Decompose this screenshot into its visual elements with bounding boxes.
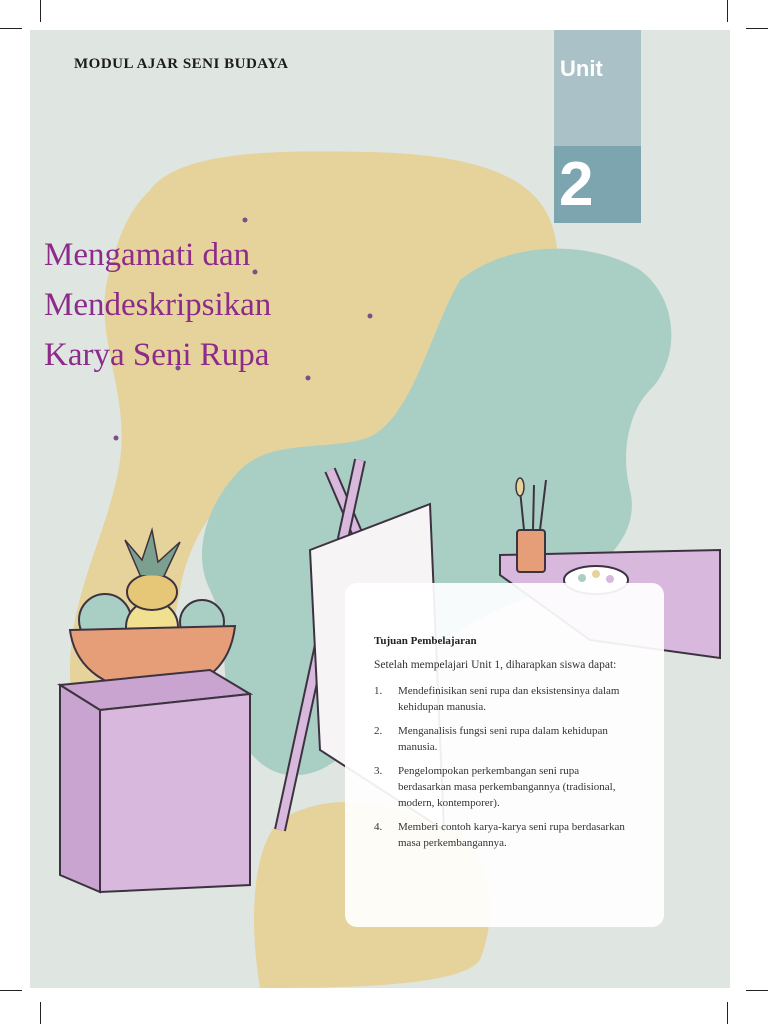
crop-mark [727, 1002, 728, 1024]
chapter-title [44, 230, 404, 380]
pineapple [127, 574, 177, 610]
brush [533, 485, 534, 530]
crop-mark [0, 990, 22, 991]
brush-tip [516, 478, 524, 496]
dot [114, 436, 119, 441]
objective-text: Menganalisis fungsi seni rupa dalam kehidupan manusia. [398, 725, 608, 753]
crop-mark [0, 28, 22, 29]
crop-mark [746, 990, 768, 991]
unit-number-box [554, 146, 641, 223]
pedestal-side [100, 694, 250, 892]
unit-tab [554, 30, 641, 146]
objectives-heading: Tujuan Pembelajaran [374, 635, 477, 647]
objective-text: Mendefinisikan seni rupa dan eksistensinya dalam kehidupan manusia. [398, 685, 620, 713]
crop-mark [40, 1002, 41, 1024]
objective-item [374, 723, 654, 755]
objective-number: 2. [374, 725, 383, 737]
unit-number: 2 [559, 150, 594, 219]
dot [243, 218, 248, 223]
objective-number: 3. [374, 765, 383, 777]
paint-dab [606, 575, 614, 583]
objective-item [374, 763, 654, 811]
crop-mark [40, 0, 41, 22]
crop-mark [746, 28, 768, 29]
chapter-title-line: Karya Seni Rupa [44, 337, 270, 373]
crop-mark [727, 0, 728, 22]
unit-label: Unit [560, 56, 603, 81]
chapter-title-line: Mendeskripsikan [44, 287, 272, 323]
brush-jar [517, 530, 545, 572]
paint-dab [592, 570, 600, 578]
objective-item [374, 683, 654, 715]
objective-number: 1. [374, 685, 383, 697]
module-title: MODUL AJAR SENI BUDAYA [74, 56, 289, 72]
objective-number: 4. [374, 821, 383, 833]
pedestal-front [60, 685, 100, 892]
objective-item [374, 819, 654, 851]
paint-dab [578, 574, 586, 582]
objectives-card [345, 583, 664, 927]
objective-text: Memberi contoh karya-karya seni rupa berdasarkan masa perkembangannya. [398, 821, 625, 849]
cover-page [30, 30, 730, 988]
chapter-title-line: Mengamati dan [44, 237, 251, 273]
objectives-intro: Setelah mempelajari Unit 1, diharapkan siswa dapat: [374, 659, 617, 671]
objective-text: Pengelompokan perkembangan seni rupa berdasarkan masa perkembangannya (tradisional, modern, kontemporer). [398, 765, 616, 809]
